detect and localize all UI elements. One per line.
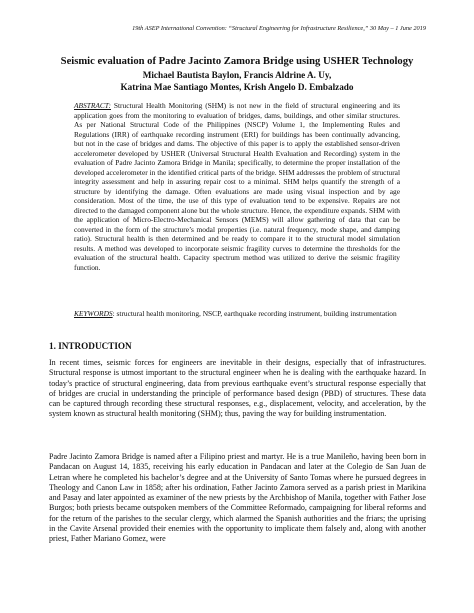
- abstract: [74, 101, 400, 272]
- keywords-text: : structural health monitoring, NSCP, earthquake recording instrument, building instrumentation: [112, 309, 397, 318]
- authors-line-2: Katrina Mae Santiago Montes, Krish Angelo D. Embalzado: [120, 82, 354, 93]
- keywords-label: KEYWORDS: [74, 309, 113, 318]
- authors-line-1: Michael Bautista Baylon, Francis Aldrine A. Uy,: [142, 70, 332, 80]
- keywords: [74, 309, 400, 319]
- abstract-label: ABSTRACT:: [74, 101, 111, 110]
- intro-paragraph-1: In recent times, seismic forces for engineers are inevitable in their designs, especially that of infrastructures. Structural response is utmost important to the structural engineer when he is dealing with the earthquake hazard. In today’s practice of structural engineering, data from previous earthquake event’s structural response especially that of bridges are crucial in understanding the principle of performance based design (PBD) of structures. These data can be captured through recording these structural responses, e.g., displacement, velocity, and acceleration, by the system known as structural health monitoring (SHM); thus, paving the way for building instrumentation.: [49, 358, 426, 419]
- section-heading-introduction: 1. INTRODUCTION: [49, 341, 132, 351]
- running-header: 19th ASEP International Convention: “Structural Engineering for Infrastructure Resilience,” 30 May – 1 June 2019: [132, 25, 426, 32]
- intro-paragraph-2: Padre Jacinto Zamora Bridge is named after a Filipino priest and martyr. He is a true Manileño, having been born in Pandacan on August 14, 1835, receiving his early education in Pandacan and later at the Colegio de San Juan de Letran where he completed his bachelor’s degree and at the University of Santo Tomas where he pursued degrees in Theology and Canon Law in 1858; after his ordination, Father Jacinto Zamora served as a parish priest in Marikina and Pasay and later appointed as examiner of the new priests by the Archbishop of Manila, together with Father Jose Burgos; both priests became outspoken members of the Committee Reformado, campaigning for liberal reforms and for the return of the parishes to the secular clergy, which alarmed the Spanish authorities and the friars; the uprising in the Cavite Arsenal provided their enemies with the opportunity to implicate them falsely and, along with another priest, Father Mariano Gomez, were: [49, 452, 426, 544]
- author-list: [0, 69, 474, 94]
- abstract-text: Structural Health Monitoring (SHM) is not new in the field of structural engineering and its application goes from the monitoring to evaluation of bridges, dams, buildings, and other similar structures. As per National Structural Code of the Philippines (NSCP) Volume 1, the Implementing Rules and Regulations (IRR) of earthquake recording instrument (ERI) for buildings has been continually advancing, but not in the case of bridges and dams. The objective of this paper is to apply the established sensor-driven accelerometer developed by USHER (Universal Structural Health Evaluation and Recording) system in the evaluation of Padre Jacinto Zamora Bridge in Manila; specifically, to determine the proper installation of the developed accelerometer in the identified critical parts of the bridge. SHM addresses the problem of structural integrity assessment and help in assuring repair cost to a minimal. SHM helps quantify the strength of a structure by identifying the damage. Often evaluations are made using visual inspection and by age consideration. Most of the time, the use of this type of evaluation tend to be expensive. Repairs are not directed to the damaged component alone but the whole structure. Hence, the expenditure expands. SHM with the application of Micro-Electro-Mechanical Sensors (MEMS) will allow gathering of data that can be converted in the form of the structure’s modal properties (i.e. natural frequency, mode shape, and damping ratio). Structural health is then determined and be ready to compare it to the structural model simulation results. A method was developed to incorporate seismic fragility curves to determine the thresholds for the evaluation of the structural health. Capacity spectrum method was utilized to derive the seismic fragility function.: [74, 101, 400, 272]
- paper-title: Seismic evaluation of Padre Jacinto Zamora Bridge using USHER Technology: [60, 56, 414, 67]
